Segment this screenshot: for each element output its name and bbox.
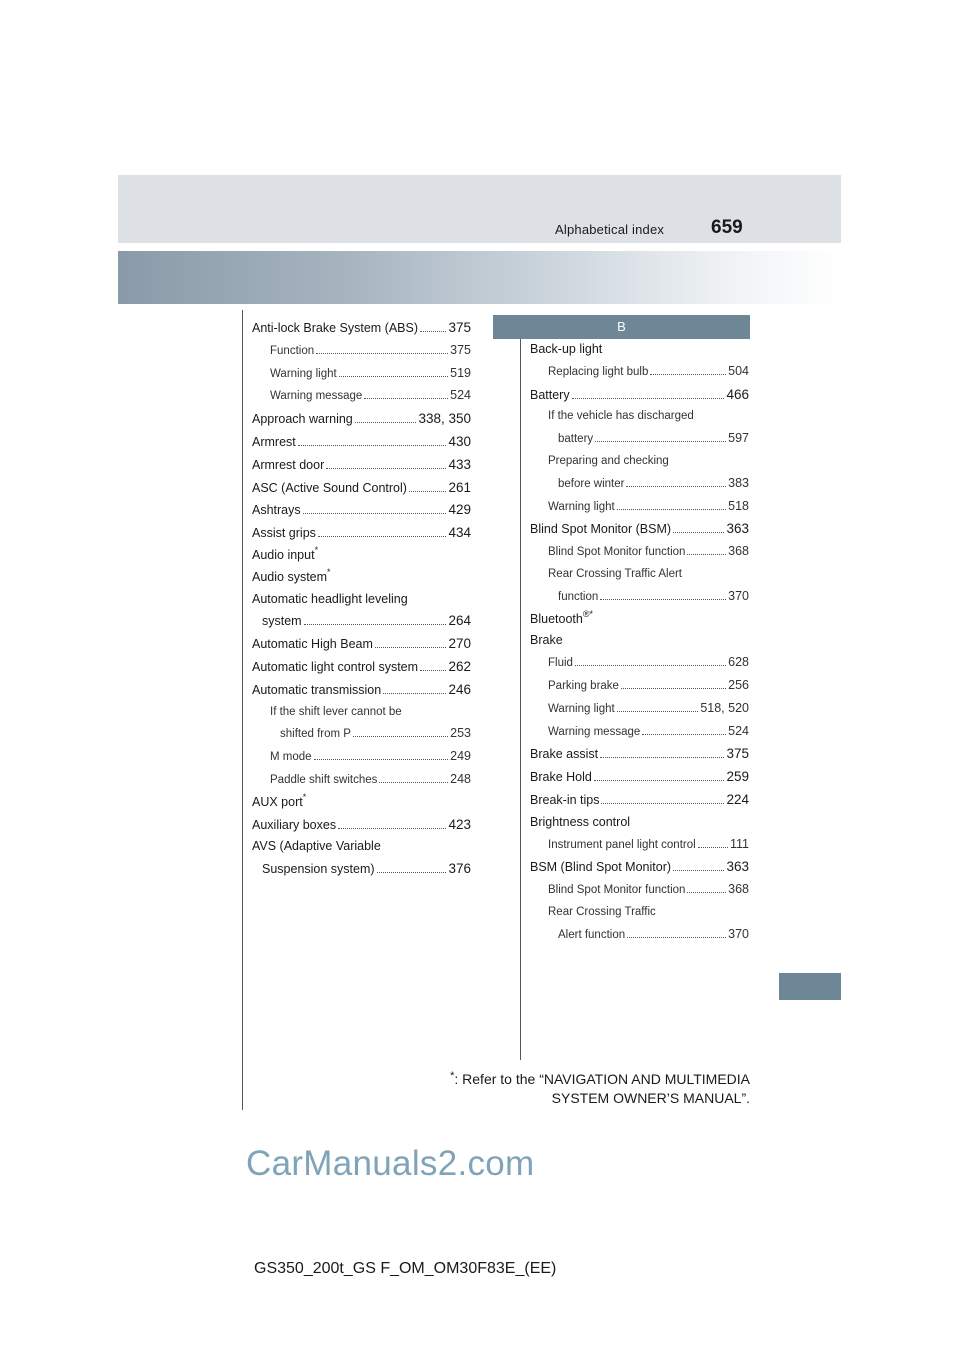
dot-leader (339, 376, 448, 377)
entry-text: Blind Spot Monitor function (548, 546, 686, 559)
dot-leader (383, 693, 446, 694)
entry-text: Brightness control (530, 814, 631, 829)
entry-text: Brake Hold (530, 770, 592, 785)
dot-leader (600, 599, 726, 600)
entry-text: Alert function (558, 928, 626, 941)
page-reference: 246 (448, 681, 471, 697)
entry-text: Audio input (252, 547, 315, 562)
index-subentry (530, 698, 749, 721)
index-side-tab (779, 973, 841, 1000)
entry-text: Rear Crossing Traffic (548, 905, 656, 918)
dot-leader (572, 398, 725, 399)
entry-text: Back-up light (530, 342, 603, 356)
page-reference: 111 (729, 836, 749, 851)
index-subentry (530, 564, 749, 586)
entry-text: Paddle shift switches (270, 773, 378, 786)
footnote (380, 1070, 750, 1108)
index-entry (252, 545, 471, 567)
entry-text: Warning message (548, 725, 641, 738)
entry-text: function (558, 590, 599, 603)
index-column-right (530, 339, 749, 947)
index-entry (530, 812, 749, 834)
dot-leader (673, 532, 724, 533)
entry-text: Auxiliary boxes (252, 817, 337, 832)
entry-text: If the vehicle has discharged (548, 410, 694, 423)
entry-text: Assist grips (252, 526, 316, 541)
index-entry (252, 589, 471, 611)
index-column-left (252, 317, 471, 881)
entry-text: Automatic High Beam (252, 637, 373, 652)
index-subentry (530, 473, 749, 496)
page-reference: 253 (450, 726, 471, 741)
header-gradient-band (118, 251, 841, 304)
dot-leader (621, 688, 726, 689)
entry-text: shifted from P (280, 728, 351, 741)
page-reference: 375 (448, 320, 471, 335)
page-reference: 256 (728, 677, 749, 692)
index-entry (530, 630, 749, 652)
page-number: 659 (711, 217, 743, 238)
entry-text: Armrest door (252, 457, 325, 472)
index-entry (252, 814, 471, 837)
entry-text: Automatic light control system (252, 659, 419, 674)
entry-text: Approach warning (252, 412, 353, 427)
index-subentry (530, 541, 749, 564)
page-reference: 224 (726, 791, 749, 807)
dot-leader (353, 736, 448, 737)
index-entry (530, 384, 749, 407)
dot-leader (600, 757, 724, 758)
entry-text: Brake (530, 633, 563, 648)
page-reference: 368 (728, 882, 749, 897)
index-subentry (530, 428, 749, 451)
page-reference: 370 (728, 588, 749, 603)
page-reference: 363 (726, 859, 749, 875)
dot-leader (617, 509, 726, 510)
entry-text: before winter (558, 477, 625, 490)
dot-leader (698, 847, 728, 848)
dot-leader (298, 445, 447, 446)
dot-leader (617, 711, 699, 712)
index-entry (252, 454, 471, 477)
page-reference: 363 (726, 521, 749, 537)
dot-leader (575, 665, 726, 666)
entry-text: system (262, 614, 302, 629)
entry-text: Instrument panel light control (548, 838, 696, 851)
index-entry (252, 477, 471, 500)
index-entry (252, 792, 471, 814)
entry-text: If the shift lever cannot be (270, 705, 402, 718)
entry-text: Warning light (548, 500, 615, 513)
dot-leader (375, 647, 447, 648)
index-subentry (530, 451, 749, 473)
page-reference: 375 (726, 746, 749, 762)
index-subentry (530, 721, 749, 744)
entry-text: Automatic transmission (252, 682, 382, 697)
index-entry (252, 567, 471, 589)
index-entry (530, 766, 749, 789)
dot-leader (355, 422, 417, 423)
dot-leader (338, 828, 446, 829)
index-entry (252, 633, 471, 656)
index-entry (530, 339, 749, 361)
index-subentry (530, 652, 749, 675)
page-reference: 262 (448, 658, 471, 674)
index-entry (530, 856, 749, 879)
dot-leader (601, 803, 724, 804)
index-entry (252, 679, 471, 702)
index-entry (252, 656, 471, 679)
index-entry (530, 518, 749, 541)
dot-leader (594, 780, 725, 781)
page-reference: 270 (448, 636, 471, 652)
footnote-marker: * (302, 791, 307, 802)
index-subentry (530, 879, 749, 902)
index-entry (530, 789, 749, 812)
dot-leader (420, 670, 446, 671)
index-entry (530, 743, 749, 766)
page-reference: 434 (448, 525, 471, 541)
page-reference: 249 (450, 749, 471, 764)
entry-text: M mode (270, 751, 312, 764)
entry-text: Automatic headlight leveling (252, 591, 408, 606)
index-subentry (530, 834, 749, 857)
entry-text: Audio system (252, 569, 328, 584)
index-subentry (252, 723, 471, 746)
entry-text: BSM (Blind Spot Monitor) (530, 860, 672, 875)
entry-text: Replacing light bulb (548, 365, 649, 378)
index-subentry (252, 702, 471, 724)
entry-text: Preparing and checking (548, 454, 669, 467)
dot-leader (379, 782, 448, 783)
index-entry (252, 836, 471, 858)
entry-text: Bluetooth (530, 611, 583, 626)
index-subentry (530, 406, 749, 428)
index-entry (252, 610, 471, 633)
index-entry (252, 431, 471, 454)
index-entry (252, 408, 471, 431)
index-subentry (530, 496, 749, 519)
page-reference: 383 (728, 475, 749, 490)
entry-text: Function (270, 344, 315, 357)
dot-leader (595, 441, 726, 442)
page-reference: 370 (728, 926, 749, 941)
page-reference: 597 (728, 431, 749, 446)
entry-text: AUX port (252, 794, 303, 809)
entry-text: Warning light (270, 367, 337, 380)
section-header-b: B (493, 315, 750, 339)
dot-leader (303, 513, 447, 514)
page-reference: 504 (728, 363, 749, 378)
entry-text: Suspension system) (262, 862, 375, 877)
page-reference: 524 (450, 388, 471, 403)
entry-text: Brake assist (530, 747, 599, 762)
entry-text: Break-in tips (530, 792, 600, 807)
page-reference: 338, 350 (418, 411, 471, 427)
dot-leader (627, 937, 726, 938)
index-subentry (252, 363, 471, 386)
dot-leader (326, 468, 446, 469)
index-subentry (252, 746, 471, 769)
footnote-star: * (450, 1070, 455, 1082)
page-reference: 433 (448, 456, 471, 472)
entry-text: Blind Spot Monitor function (548, 884, 686, 897)
dot-leader (650, 374, 726, 375)
dot-leader (364, 398, 448, 399)
dot-leader (673, 870, 724, 871)
dot-leader (642, 734, 726, 735)
dot-leader (626, 486, 726, 487)
page-reference: 518 (728, 498, 749, 513)
page-reference: 466 (726, 386, 749, 402)
entry-text: AVS (Adaptive Variable (252, 839, 381, 854)
entry-text: Warning message (270, 390, 363, 403)
entry-text: Ashtrays (252, 503, 301, 518)
page-reference: 519 (450, 365, 471, 380)
footnote-line-2: SYSTEM OWNER’S MANUAL”. (551, 1090, 750, 1106)
dot-leader (316, 353, 448, 354)
index-entry (252, 317, 471, 340)
index-entry (252, 499, 471, 522)
index-subentry (252, 385, 471, 408)
entry-text: battery (558, 433, 594, 446)
index-subentry (530, 361, 749, 384)
dot-leader (687, 554, 726, 555)
page-reference: 368 (728, 544, 749, 559)
page-reference: 430 (448, 433, 471, 449)
document-id: GS350_200t_GS F_OM_OM30F83E_(EE) (254, 1260, 557, 1277)
entry-text: Armrest (252, 434, 296, 449)
dot-leader (318, 536, 447, 537)
entry-text: Blind Spot Monitor (BSM) (530, 522, 672, 537)
registered-mark: ® (582, 608, 590, 619)
entry-text: ASC (Active Sound Control) (252, 480, 407, 495)
page-reference: 375 (450, 342, 471, 357)
index-entry (252, 858, 471, 881)
index-subentry (252, 340, 471, 363)
index-subentry (530, 902, 749, 924)
page-reference: 261 (448, 479, 471, 495)
watermark: CarManuals2.com (246, 1144, 535, 1183)
dot-leader (304, 624, 447, 625)
column-divider (520, 315, 521, 1060)
entry-text: Anti-lock Brake System (ABS) (252, 321, 419, 335)
index-entry (252, 522, 471, 545)
dot-leader (377, 872, 447, 873)
entry-text: Battery (530, 387, 570, 402)
page-reference: 524 (728, 723, 749, 738)
dot-leader (687, 892, 726, 893)
page-reference: 518, 520 (700, 700, 749, 715)
dot-leader (409, 491, 447, 492)
index-entry (530, 609, 749, 631)
dot-leader (314, 759, 449, 760)
footnote-marker: * (589, 608, 593, 619)
left-margin-rule (242, 310, 243, 1110)
page-reference: 429 (448, 502, 471, 518)
entry-text: Warning light (548, 702, 615, 715)
entry-text: Rear Crossing Traffic Alert (548, 567, 683, 580)
page-reference: 376 (448, 861, 471, 877)
page-reference: 628 (728, 655, 749, 670)
entry-text: Fluid (548, 657, 573, 670)
dot-leader (420, 331, 446, 332)
footnote-marker: * (314, 544, 319, 555)
index-subentry (530, 586, 749, 609)
page-reference: 248 (450, 771, 471, 786)
page-reference: 259 (726, 769, 749, 785)
footnote-marker: * (327, 566, 331, 577)
index-subentry (530, 924, 749, 947)
index-subentry (530, 675, 749, 698)
index-subentry (252, 769, 471, 792)
entry-text: Parking brake (548, 679, 619, 692)
footnote-line-1: : Refer to the “NAVIGATION AND MULTIMEDIA (454, 1071, 750, 1087)
page-reference: 423 (448, 816, 471, 832)
header-title: Alphabetical index (555, 222, 665, 237)
page-reference: 264 (448, 613, 471, 629)
